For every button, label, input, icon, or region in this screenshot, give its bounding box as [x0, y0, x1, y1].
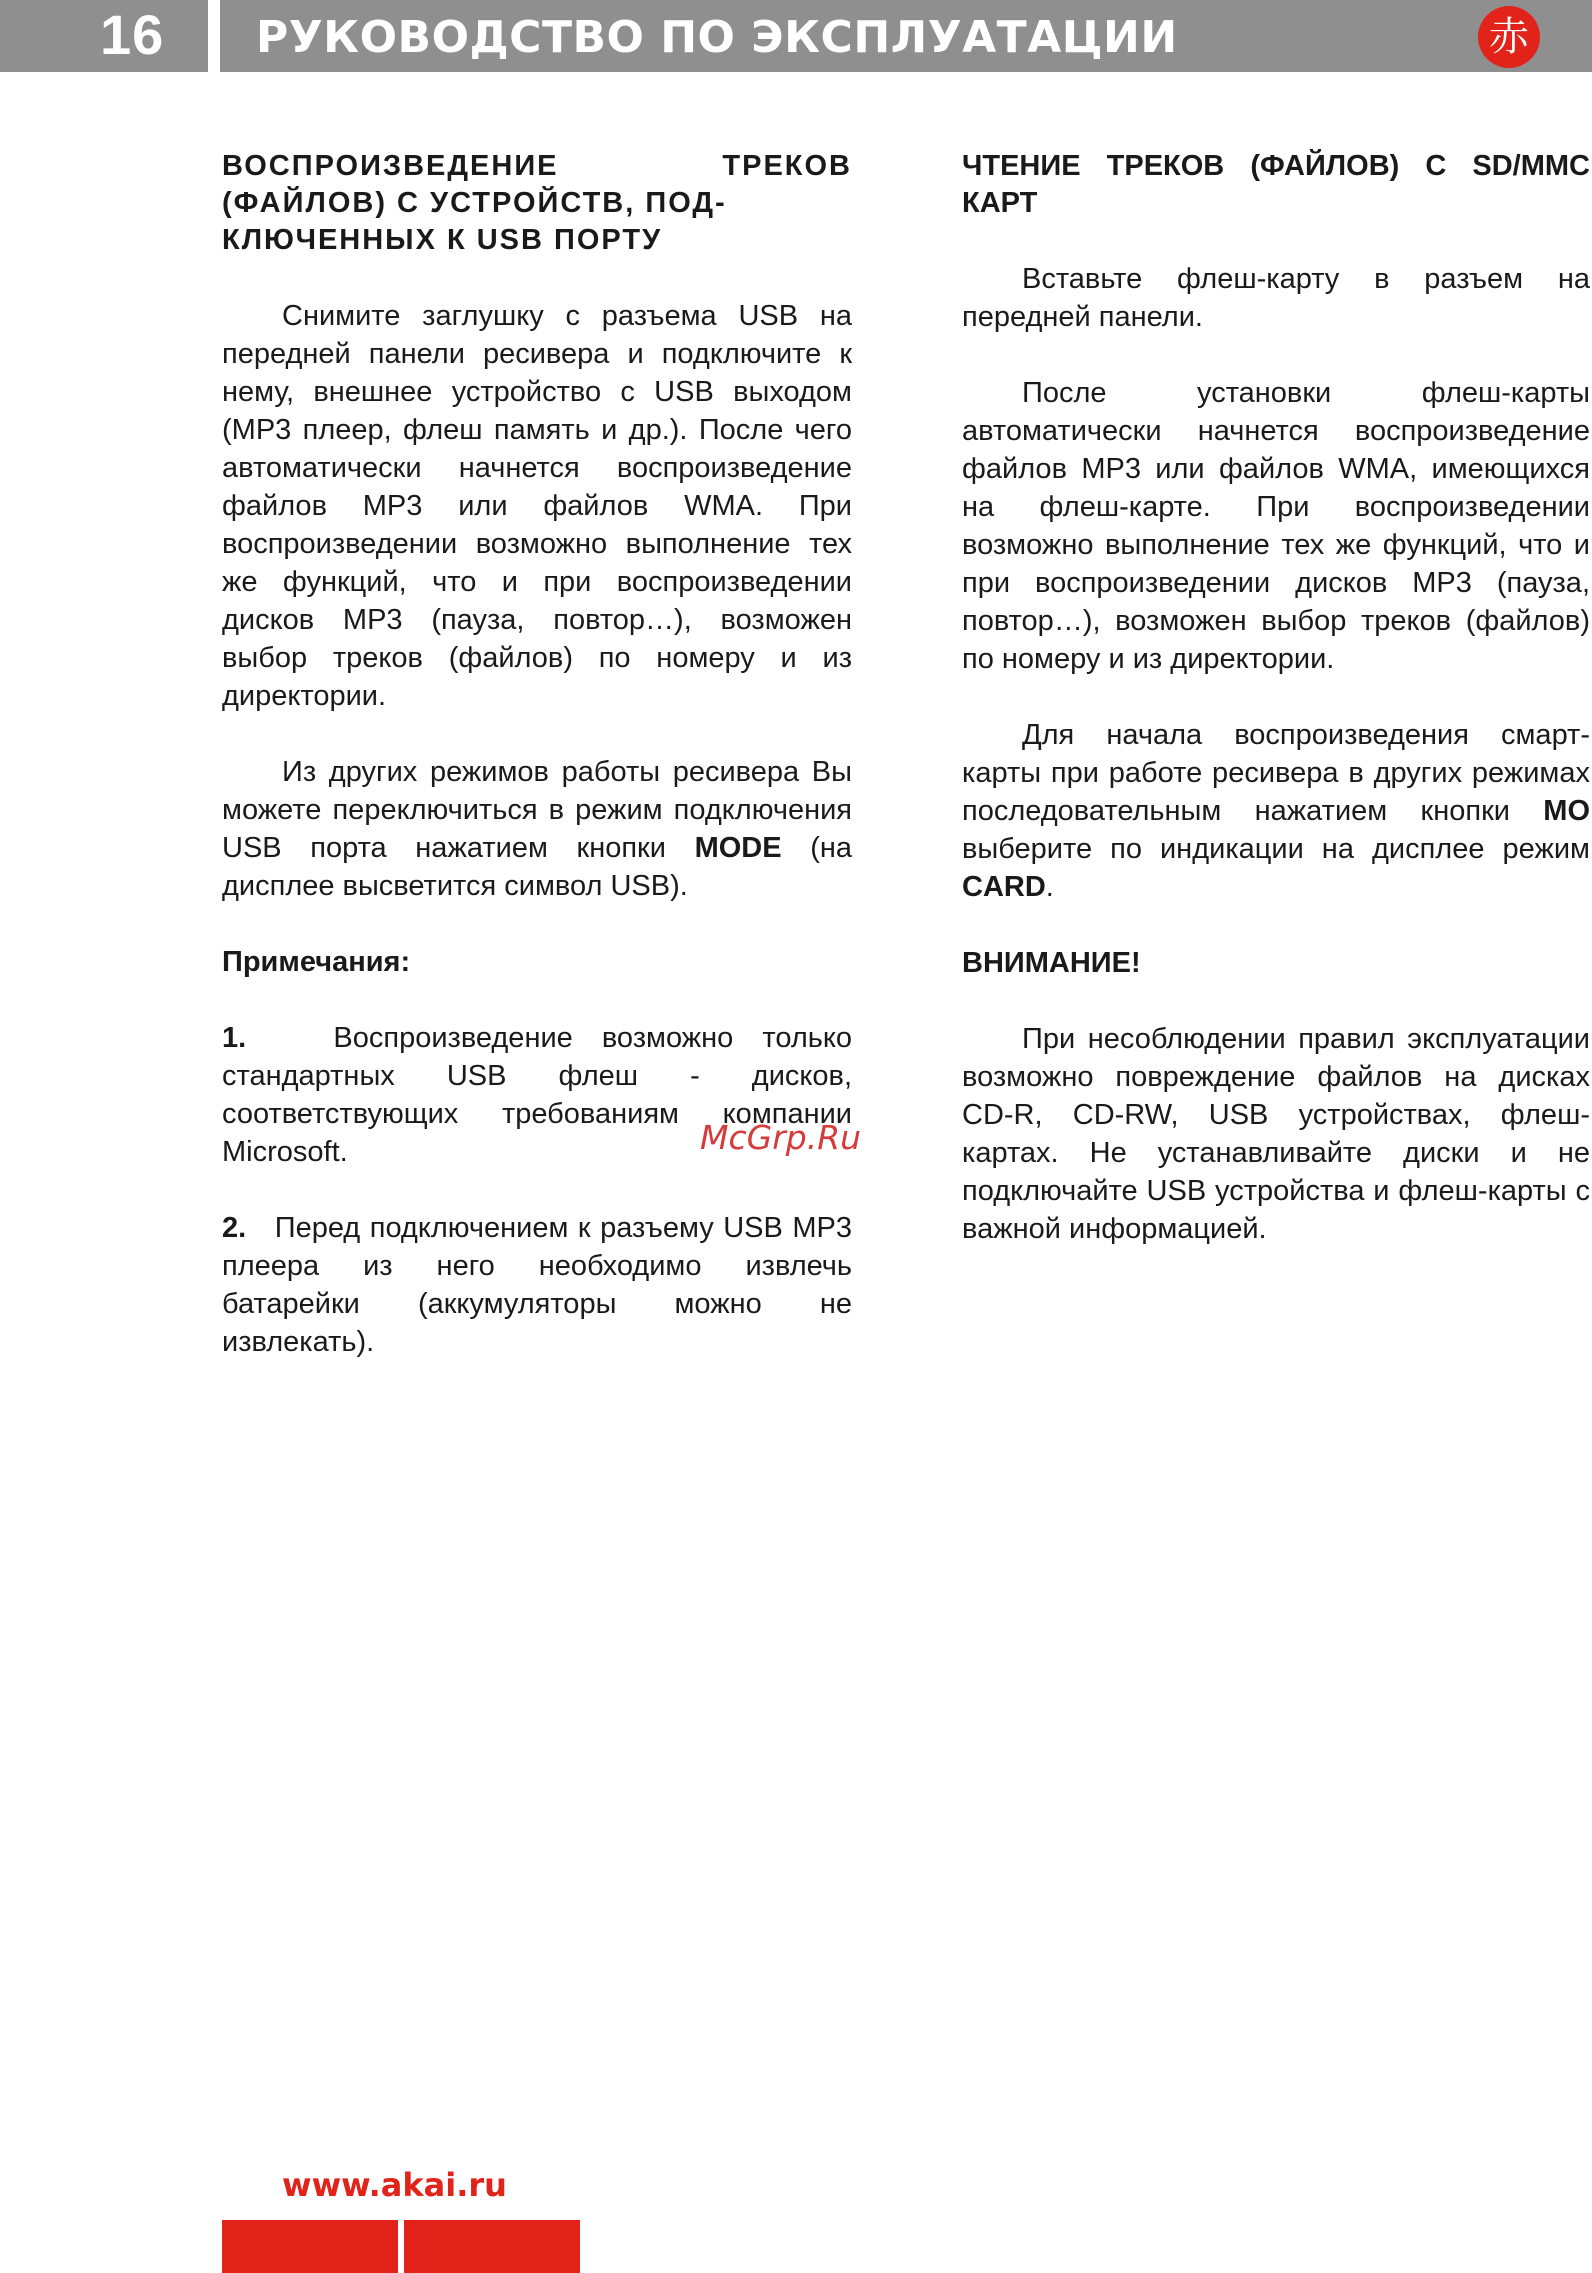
- usb-paragraph-1: Снимите заглушку с разъема USB на передней панели ресивера и подключите к нему, внешнее устройство с USB выходом (MP3 плеер, флеш память и др.). После чего автоматически начнется воспроизведение файлов MP3 или файлов WMA. При воспроизведении возможно выполнение тех же функций, что и при воспроизведении дисков MP3 (пауза, повтор…), возможен выбор треков (файлов) по номеру и из директории.: [222, 300, 852, 712]
- notes-title: Примечания:: [222, 946, 411, 978]
- note-2: [222, 1209, 852, 1361]
- sd-paragraph-3: [962, 716, 1590, 906]
- usb-heading-line1: ВОСПРОИЗВЕДЕНИЕ ТРЕКОВ (ФАЙЛОВ) С УСТРОЙСТВ, ПОД-: [222, 150, 852, 219]
- warning-title: ВНИМАНИЕ!: [962, 947, 1141, 979]
- usb-para2-text-b: (на дисплее высветится символ USB).: [222, 832, 852, 902]
- note-2-text: Перед подключением к разъему USB MP3 плеера из него необходимо извлечь батарейки (аккумуляторы можно не извлекать).: [222, 1212, 853, 1358]
- sd-paragraph-2: После установки флеш-карты автоматически начнется воспроизведение файлов MP3 или файлов WMA, имеющихся на флеш-карте. При воспроизведении возможно выполнение тех же функций, что и при воспроизведении дисков MP3 (пауза, повтор…), возможен выбор треков (файлов) по номеру и из директории.: [962, 377, 1590, 675]
- website-link[interactable]: www.akai.ru: [282, 2166, 507, 2204]
- warning-text: При несоблюдении правил эксплуатации возможно повреждение файлов на дисках CD-R, CD-RW, USB устройствах, флеш-картах. Не устанавливайте диски и не подключайте USB устройства и флеш-карты с важной информацией.: [962, 1023, 1590, 1245]
- note-1-number: 1.: [222, 1022, 247, 1054]
- page-number: 16: [100, 3, 165, 66]
- footer-red-block-1: [222, 2220, 398, 2273]
- mode-button-label: MODE: [694, 832, 782, 864]
- page-title: РУКОВОДСТВО ПО ЭКСПЛУАТАЦИИ: [256, 12, 1178, 63]
- mo-button-label: MO: [1543, 795, 1590, 827]
- footer-red-block-2: [404, 2220, 580, 2273]
- usb-heading-line2: КЛЮЧЕННЫХ К USB ПОРТУ: [222, 224, 663, 256]
- note-1-text: Воспроизведение возможно только стандартных USB флеш - дисков, соответствующих требованиям компании Microsoft.: [222, 1022, 852, 1168]
- right-column: [962, 148, 1590, 1248]
- watermark: McGrp.Ru: [700, 1118, 862, 1157]
- usb-section-heading: [222, 148, 852, 259]
- sd-paragraph-1: Вставьте флеш-карту в разъем на передней панели.: [962, 263, 1590, 333]
- note-2-number: 2.: [222, 1212, 247, 1244]
- sd-section-heading: ЧТЕНИЕ ТРЕКОВ (ФАЙЛОВ) С SD/MMC КАРТ: [962, 150, 1590, 219]
- akai-logo-icon: 赤: [1478, 6, 1540, 68]
- sd-para3-text-c: .: [1045, 871, 1054, 903]
- sd-para3-text-b: выберите по индикации на дисплее режим: [962, 833, 1590, 865]
- usb-para2-text-a: Из других режимов работы ресивера Вы можете переключиться в режим подключения USB порта нажатием кнопки: [222, 756, 852, 864]
- left-column: [222, 148, 852, 1361]
- page-header: [0, 0, 1592, 72]
- usb-paragraph-2: [222, 753, 852, 905]
- sd-para3-text-a: Для начала воспроизведения смарт-карты при работе ресивера в других режимах последовательным нажатием кнопки: [962, 719, 1590, 827]
- card-mode-label: CARD: [962, 871, 1046, 903]
